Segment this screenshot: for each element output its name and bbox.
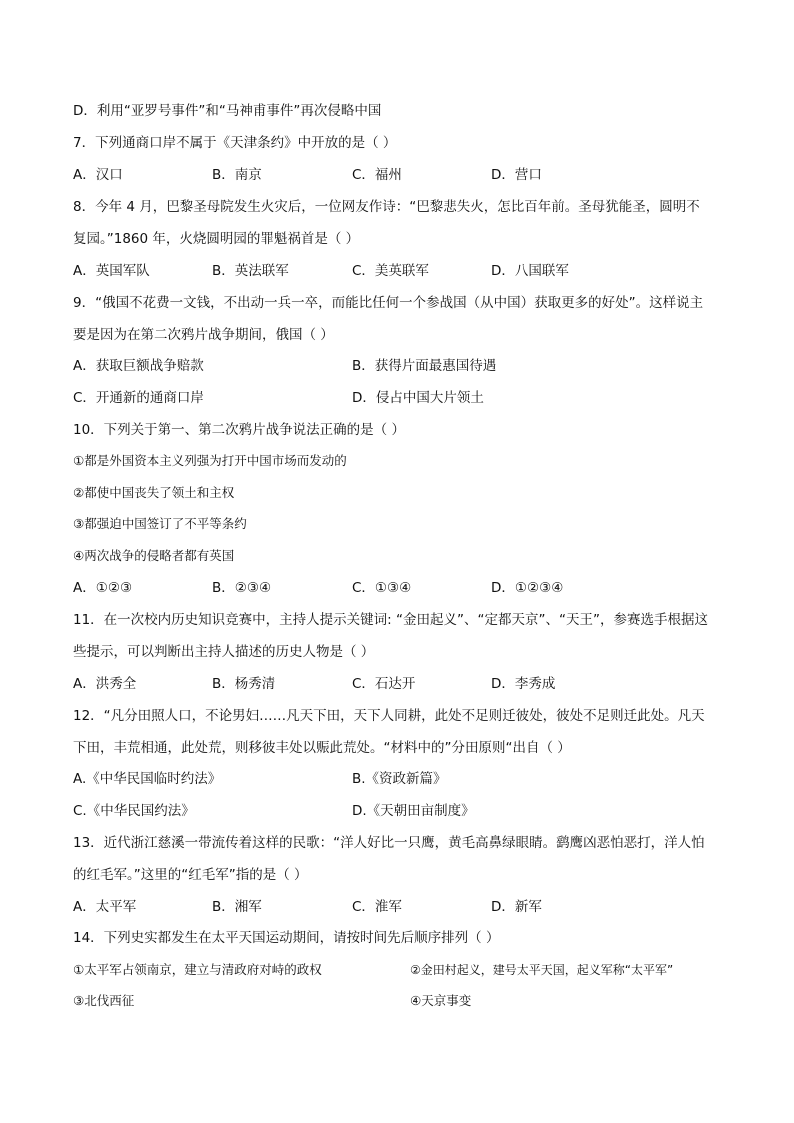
q9-option-a: A．获取巨额战争赔款 [73,358,204,374]
q6-option-d: D．利用“亚罗号事件”和“马神甫事件”再次侵略中国 [73,103,382,119]
q7-option-b: B．南京 [212,167,262,183]
q12-option-c: C.《中华民国约法》 [73,803,195,819]
q10-item-3: ③都强迫中国签订了不平等条约 [73,516,247,531]
q14-stem: 14．下列史实都发生在太平天国运动期间，请按时间先后顺序排列（ ） [73,930,500,946]
q14-item-4: ④天京事变 [410,993,472,1008]
q10-option-c: C．①③④ [352,580,412,596]
q11-stem-line1: 11．在一次校内历史知识竞赛中，主持人提示关键词: “金田起义”、“定都天京”、“天王”，参赛选手根据这 [73,612,708,628]
q13-option-a: A．太平军 [73,899,137,915]
q14-item-2: ②金田村起义，建号太平天国，起义军称“太平军” [410,963,674,977]
q10-item-1: ①都是外国资本主义列强为打开中国市场而发动的 [73,453,347,468]
q13-option-b: B．湘军 [212,899,262,915]
q7-option-d: D．营口 [491,167,542,183]
q8-option-d: D．八国联军 [491,263,569,279]
q13-stem-line1: 13．近代浙江慈溪一带流传着这样的民歌：“洋人好比一只鹰，黄毛高鼻绿眼睛。鹞鹰凶恶怕恶打，洋人怕 [73,835,705,851]
q12-option-a: A.《中华民国临时约法》 [73,771,222,787]
q11-option-a: A．洪秀全 [73,676,137,692]
q10-option-a: A．①②③ [73,580,133,596]
q12-option-d: D.《天朝田亩制度》 [352,803,475,819]
q11-option-c: C．石达开 [352,676,416,692]
q9-option-b: B．获得片面最惠国待遇 [352,358,497,374]
q12-stem-line1: 12．“凡分田照人口，不论男妇……凡天下田，天下人同耕，此处不足则迁彼处，彼处不足则迁此处。凡天 [73,708,705,724]
q8-stem-line2: 复园。”1860 年，火烧圆明园的罪魁祸首是（ ） [73,231,360,247]
q9-option-d: D．侵占中国大片领土 [352,390,484,406]
q13-option-d: D．新军 [491,899,542,915]
q12-option-b: B.《资政新篇》 [352,771,447,787]
q14-item-3: ③北伐西征 [73,993,135,1008]
q9-option-c: C．开通新的通商口岸 [73,390,204,406]
q10-stem: 10．下列关于第一、第二次鸦片战争说法正确的是（ ） [73,422,405,438]
q14-item-1: ①太平军占领南京，建立与清政府对峙的政权 [73,962,322,977]
q10-option-b: B．②③④ [212,580,272,596]
q7-stem: 7．下列通商口岸不属于《天津条约》中开放的是（ ） [73,135,397,151]
q9-stem-line1: 9．“俄国不花费一文钱，不出动一兵一卒，而能比任何一个参战国（从中国）获取更多的好处”。这样说主 [73,295,704,311]
q8-option-b: B．英法联军 [212,263,289,279]
q13-option-c: C．淮军 [352,899,402,915]
q9-stem-line2: 要是因为在第二次鸦片战争期间，俄国（ ） [73,327,334,343]
q8-option-a: A．英国军队 [73,263,150,279]
q10-item-4: ④两次战争的侵略者都有英国 [73,548,235,563]
q11-option-d: D．李秀成 [491,676,556,692]
q10-option-d: D．①②③④ [491,580,564,596]
q8-stem-line1: 8．今年 4 月，巴黎圣母院发生火灾后，一位网友作诗：“巴黎悲失火，怎比百年前。圣母犹能圣，圆明不 [73,199,700,215]
q10-item-2: ②都使中国丧失了领土和主权 [73,485,235,500]
q13-stem-line2: 的红毛军。”这里的“红毛军”指的是（ ） [73,867,308,883]
q11-option-b: B．杨秀清 [212,676,276,692]
q11-stem-line2: 些提示，可以判断出主持人描述的历史人物是（ ） [73,644,375,660]
q12-stem-line2: 下田，丰荒相通，此处荒，则移彼丰处以赈此荒处。“材料中的”分田原则“出自（ ） [73,740,571,756]
q8-option-c: C．美英联军 [352,263,429,279]
q7-option-c: C．福州 [352,167,402,183]
q7-option-a: A．汉口 [73,167,123,183]
